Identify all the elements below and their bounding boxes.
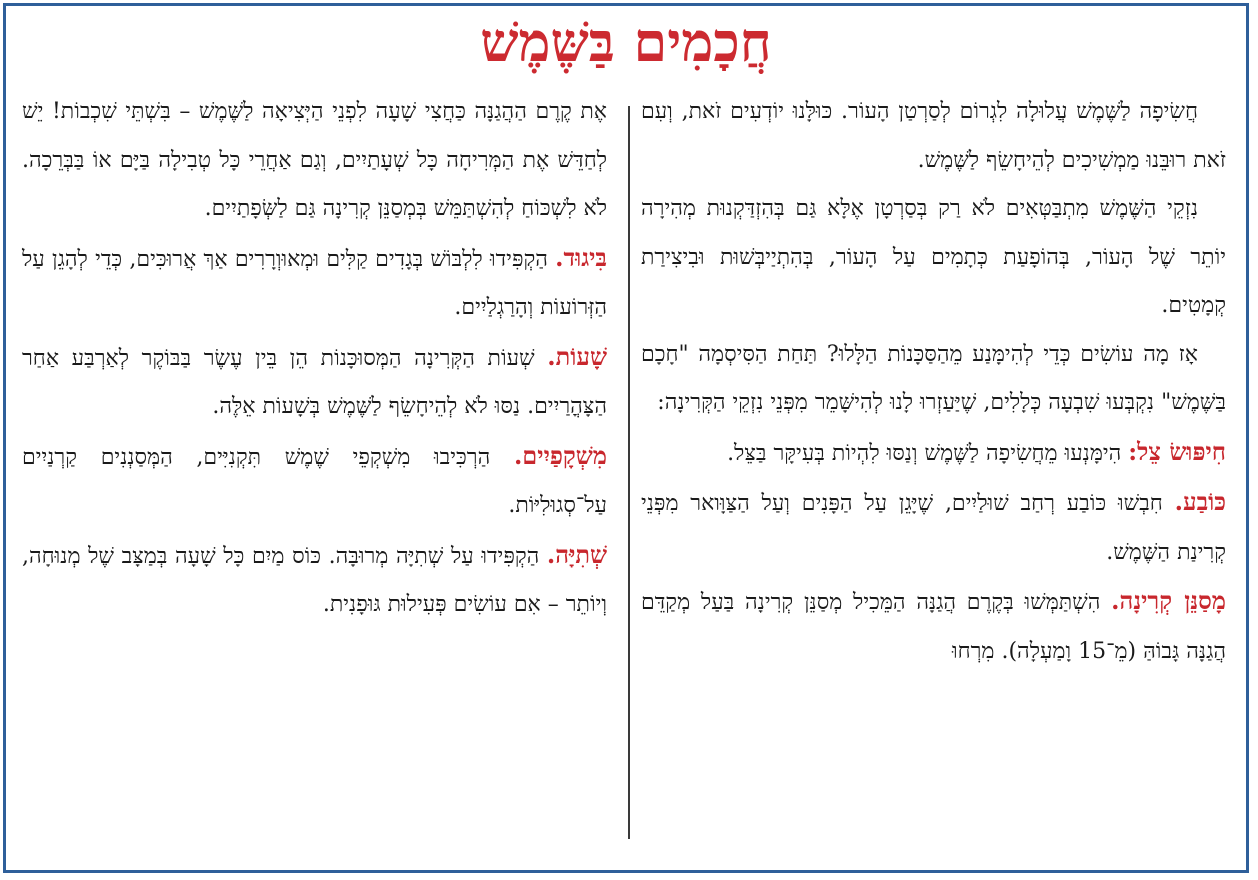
right-column <box>641 88 1226 676</box>
article-title: חֲכָמִים בַּשֶּׁמֶשׁ <box>480 10 772 74</box>
article-frame <box>3 3 1249 873</box>
rule-drink <box>22 531 607 630</box>
rule-sunscreen-text: הִשְׁתַּמְּשׁוּ בְּקֶרֶם הֲגַנָּה הַמֵּכִיל מְסַנֵּן קְרִינָה בַּעַל מְקַדֵּם הֲגַנָּה גָּבוֹהַּ (מֵ־15 וָמַעְלָה). מִרְחוּ <box>641 590 1226 664</box>
rule-hat-text: חִבְשׁוּ כּוֹבַע רְחַב שׁוּלַיִים, שֶׁיָּגֵן עַל הַפָּנִים וְעַל הַצַּוָּואר מִפְּנֵי קְרִינַת הַשֶּׁמֶשׁ. <box>641 491 1226 565</box>
rule-glasses <box>22 432 607 531</box>
rule-drink-heading: שְׁתִיָּה. <box>546 539 607 569</box>
sunscreen-continuation: אֶת קֶרֶם הַהֲגַנָּה כַּחֲצִי שָׁעָה לִפְנֵי הַיְּצִיאָה לַשֶּׁמֶשׁ – בִּשְׁתֵּי שִׁכְבוֹת! יֵשׁ לְחַדֵּשׁ אֶת הַמְּרִיחָה כָּל שְׁעָתַיִים, וְגַם אַחֲרֵי כָּל טְבִילָה בַּיָּם אוֹ בַּבְּרֵכָה. לֹא לִשְׁכּוֹחַ לְהִשְׁתַּמֵּשׁ בְּמְסַנֵּן קְרִינָה גַּם לַשְּׂפָתַיִים. <box>22 99 608 221</box>
rule-shade-text: הִימָּנְעוּ מֵחֲשִׂיפָה לַשֶּׁמֶשׁ וְנַסּוּ לִהְיוֹת בְּעִיקָּר בַּצֵּל. <box>727 440 1122 466</box>
rule-glasses-text: הַרְכִּיבוּ מִשְׁקְפֵי שֶׁמֶשׁ תִּקְנִיִּים, הַמְּסַנְנִים קַרְנַיִים עַל־סְגוּלִיּוֹת. <box>22 444 607 518</box>
rule-hat <box>641 478 1226 577</box>
intro-paragraph: חֲשִׂיפָה לַשֶּׁמֶשׁ עֲלוּלָה לִגְרוֹם לְסַרְטַן הָעוֹר. כּוּלָּנוּ יוֹדְעִים זֹאת, וְעִם זֹאת רוּבֵּנוּ מַמְשִׁיכִים לְהֵיחָשֵׂף לַשֶּׁמֶשׁ. <box>641 99 1226 173</box>
left-column <box>22 88 607 630</box>
rule-clothing-heading: בִּיגוּד. <box>555 242 607 272</box>
rule-shade-heading: חִיפּוּשׂ צֵל: <box>1128 436 1226 466</box>
damage-paragraph: נִזְקֵי הַשֶּׁמֶשׁ מִתְבַּטְּאִים לֹא רַק בְּסַרְטָן אֶלָּא גַּם בְּהִזְדַּקְנוּת מְהִירָה יוֹתֵר שֶׁל הָעוֹר, בְּהוֹפָעַת כְּתָמִים עַל הָעוֹר, בְּהִתְיַיבְּשׁוּת וּבִיצִירַת קְמָטִים. <box>641 196 1226 318</box>
rule-hours-heading: שָׁעוֹת. <box>547 341 607 371</box>
rule-glasses-heading: מִשְׁקָפַיִים. <box>513 440 607 470</box>
rule-sunscreen <box>641 577 1226 676</box>
rule-hours-text: שְׁעוֹת הַקְּרִינָה הַמְּסוּכָּנוֹת הֵן בֵּין עֶשֶׂר בַּבּוֹקֶר לְאַרְבַּע אַחַר הַצָּהֳרַיִים. נַסּוּ לֹא לְהֵיחָשֵׂף לַשֶּׁמֶשׁ בְּשָׁעוֹת אֵלֶּה. <box>22 345 607 419</box>
rule-hat-heading: כּוֹבַע. <box>1174 487 1226 516</box>
rule-clothing-text: הַקְפִּידוּ לִלְבּוֹשׁ בְּגָדִים קַלִּים וּמְאוּוְרָרִים אַךְ אֲרוּכִּים, כְּדֵי לְהָגֵן עַל הַזְּרוֹעוֹת וְהָרַגְלַיִים. <box>22 246 607 320</box>
rule-sunscreen-heading: מָסַנֵּן קְרִינָה. <box>1111 586 1226 615</box>
rule-hours <box>22 333 607 432</box>
column-divider <box>628 106 630 839</box>
rule-clothing <box>22 234 607 333</box>
rule-shade <box>641 428 1226 479</box>
rules-intro-paragraph: אָז מָה עוֹשִׂים כְּדֵי לְהִימָּנַע מֵהַסַּכָּנוֹת הַלָּלוּ? תַּחַת הַסִּיסְמָה "חָכָם בַּשֶּׁמֶשׁ" נִקְבְּעוּ שִׁבְעָה כְּלָלִים, שֶׁיַּעַזְרוּ לָנוּ לְהִישָּׁמֵר מִפְּנֵי נִזְקֵי הַקְּרִינָה: <box>641 341 1226 415</box>
rule-drink-text: הַקְפִּידוּ עַל שְׁתִיָּה מְרוּבָּה. כּוֹס מַיִם כָּל שָׁעָה בְּמַצָּב שֶׁל מְנוּחָה, וְיוֹתֵר – אִם עוֹשִׂים פְּעִילוּת גּוּפָנִית. <box>22 543 607 617</box>
